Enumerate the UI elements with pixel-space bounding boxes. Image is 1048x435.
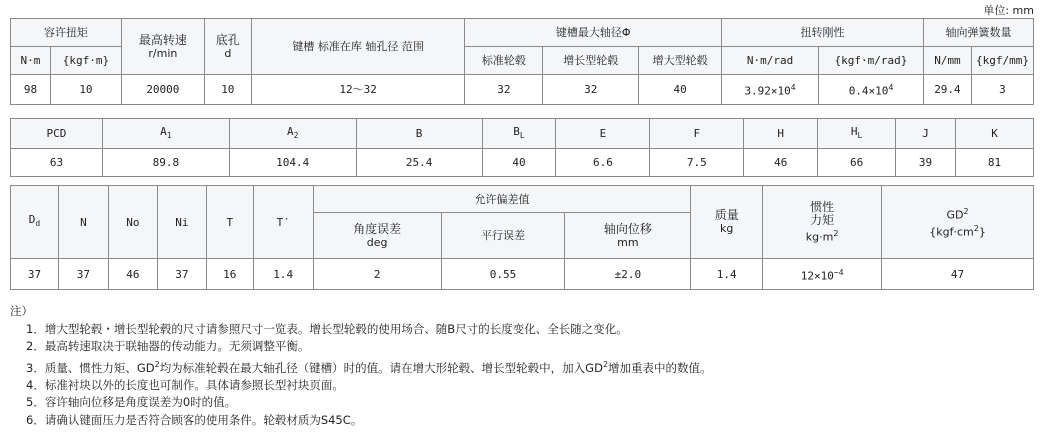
unit-label: 单位: mm bbox=[983, 4, 1034, 17]
inertia-value-base: 12×10 bbox=[800, 269, 834, 283]
dim-value-8: 66 bbox=[818, 149, 896, 177]
dim-header-label: F bbox=[693, 127, 701, 140]
header-angle-error-unit: deg bbox=[366, 235, 388, 249]
cell-stiffness-nm-rad bbox=[722, 75, 819, 105]
dim-header-label: A bbox=[160, 124, 167, 138]
inertia-unit-exponent: 2 bbox=[833, 228, 839, 238]
cell-stiffness-kgfm-rad bbox=[819, 75, 924, 105]
subheader-standard-hub: 标准轮毂 bbox=[465, 47, 543, 75]
subheader-kgf-mm: {kgf/mm} bbox=[971, 47, 1033, 75]
header-dd-base: D bbox=[28, 213, 36, 227]
spec-table-tolerance bbox=[10, 185, 1034, 290]
cell-angle-error: 2 bbox=[313, 259, 441, 290]
cell-spring-n-mm: 29.4 bbox=[923, 75, 971, 105]
header-axial-displacement bbox=[565, 213, 691, 259]
dim-header-8 bbox=[818, 119, 896, 149]
header-max-bore: 键槽最大轴径Φ bbox=[465, 19, 722, 47]
cell-long-hub: 32 bbox=[543, 75, 639, 105]
cell-t-prime: 1.4 bbox=[253, 259, 313, 290]
header-ni: Ni bbox=[157, 186, 206, 259]
header-inertia bbox=[763, 186, 882, 259]
note-3 bbox=[10, 356, 712, 377]
dim-value-9: 39 bbox=[896, 149, 956, 177]
dim-value-6: 7.5 bbox=[650, 149, 744, 177]
dim-header-10 bbox=[956, 119, 1034, 149]
dim-header-7 bbox=[744, 119, 818, 149]
header-torsional-stiffness: 扭转刚性 bbox=[722, 19, 924, 47]
subheader-long-hub: 增长型轮毂 bbox=[543, 47, 639, 75]
cell-keyway-range: 12～32 bbox=[251, 75, 465, 105]
header-gd2 bbox=[882, 186, 1034, 259]
cell-max-speed: 20000 bbox=[121, 75, 204, 105]
subheader-nm-rad: N·m/rad bbox=[722, 47, 819, 75]
header-pilot-bore bbox=[204, 19, 251, 75]
cell-parallel-error: 0.55 bbox=[441, 259, 565, 290]
dim-header-label: J bbox=[922, 127, 929, 140]
cell-gd2: 47 bbox=[882, 259, 1034, 290]
dim-header-1 bbox=[102, 119, 229, 149]
cell-inertia bbox=[763, 259, 882, 290]
cell-pilot-bore: 10 bbox=[204, 75, 251, 105]
dim-header-6 bbox=[650, 119, 744, 149]
dim-header-label: B bbox=[513, 124, 520, 138]
header-angle-error bbox=[313, 213, 441, 259]
header-inertia-unit bbox=[765, 227, 879, 244]
inertia-value-exponent: −4 bbox=[833, 267, 844, 277]
header-t-prime: T′ bbox=[253, 186, 313, 259]
stiffness-nm-exponent: 4 bbox=[790, 83, 796, 93]
dim-value-10: 81 bbox=[956, 149, 1034, 177]
header-mass bbox=[691, 186, 763, 259]
cell-n: 37 bbox=[58, 259, 108, 290]
header-parallel-error: 平行误差 bbox=[441, 213, 565, 259]
header-keyway-range: 键槽 标准在库 轴孔径 范围 bbox=[251, 19, 465, 75]
header-axial-displacement-unit: mm bbox=[617, 235, 639, 249]
note-3-sup2: 2 bbox=[602, 359, 609, 369]
note-3-sup1: 2 bbox=[154, 359, 160, 369]
dim-header-label: K bbox=[991, 127, 998, 140]
cell-standard-hub: 32 bbox=[465, 75, 543, 105]
subheader-nm: N·m bbox=[11, 47, 51, 75]
header-mass-label: 质量 bbox=[714, 208, 739, 222]
gd2-unit-base: {kgf·cm bbox=[929, 225, 974, 239]
gd2-exponent: 2 bbox=[963, 207, 969, 217]
cell-axial-displacement: ±2.0 bbox=[565, 259, 691, 290]
header-dd bbox=[11, 186, 59, 259]
cell-torque-kgfm: 10 bbox=[50, 75, 121, 105]
header-angle-error-label: 角度误差 bbox=[353, 221, 402, 236]
header-pilot-bore-symbol: d bbox=[224, 46, 232, 60]
dim-value-5: 6.6 bbox=[556, 149, 650, 177]
note-3-part3: 增加重表中的数值。 bbox=[608, 360, 712, 375]
dim-header-0 bbox=[11, 119, 103, 149]
header-allowable-torque: 容许扭矩 bbox=[11, 19, 122, 47]
header-no: No bbox=[108, 186, 157, 259]
cell-t: 16 bbox=[206, 259, 253, 290]
header-pilot-bore-label: 底孔 bbox=[215, 32, 240, 47]
note-6: 6．请确认键面压力是否符合顾客的使用条件。轮毂材质为S45C。 bbox=[26, 412, 363, 427]
dim-header-label: PCD bbox=[46, 127, 67, 140]
note-1: 1．增大型轮毂・增长型轮毂的尺寸请参照尺寸一览表。增长型轮毂的使用场合、随B尺寸的长度变化、全长随之变化。 bbox=[26, 321, 628, 336]
gd2-unit-exponent: 2 bbox=[973, 224, 979, 233]
dim-header-subscript: 1 bbox=[166, 131, 172, 141]
header-inertia-label1: 惯性 bbox=[810, 199, 835, 214]
cell-large-hub: 40 bbox=[639, 75, 722, 105]
dim-header-subscript: 2 bbox=[293, 131, 299, 141]
dim-header-label: H bbox=[777, 127, 785, 140]
subheader-kgfm: {kgf·m} bbox=[50, 47, 121, 75]
dim-header-label: A bbox=[286, 124, 294, 138]
header-mass-unit: kg bbox=[720, 222, 734, 235]
cell-torque-nm: 98 bbox=[11, 75, 51, 105]
dim-header-subscript: L bbox=[857, 131, 863, 141]
dim-header-label: E bbox=[599, 127, 607, 140]
header-max-speed-label: 最高转速 bbox=[138, 32, 187, 47]
dim-header-5 bbox=[556, 119, 650, 149]
dim-value-7: 46 bbox=[744, 149, 818, 177]
header-gd2-unit bbox=[884, 222, 1031, 239]
dim-header-9 bbox=[896, 119, 956, 149]
stiffness-kgfm-exponent: 4 bbox=[888, 83, 894, 93]
inertia-unit-base: kg·m bbox=[805, 230, 834, 244]
header-inertia-label2: 力矩 bbox=[810, 212, 835, 227]
header-n: N bbox=[58, 186, 108, 259]
dim-header-subscript: L bbox=[519, 131, 525, 141]
note-4: 4．标准衬块以外的长度也可制作。具体请参照长型衬块页面。 bbox=[26, 377, 344, 392]
note-5: 5．容许轴向位移是角度误差为0时的值。 bbox=[26, 395, 237, 410]
dim-header-label: B bbox=[415, 127, 423, 140]
note-3-part2: 均为标准轮毂在最大轴孔径（键槽）时的值。请在增大形轮毂、增长型轮毂中，加入GD bbox=[159, 360, 603, 375]
cell-spring-kgf-mm: 3 bbox=[971, 75, 1033, 105]
spec-table-dimensions bbox=[10, 118, 1034, 177]
dim-value-0: 63 bbox=[11, 149, 103, 177]
subheader-large-hub: 增大型轮毂 bbox=[639, 47, 722, 75]
header-allowable-tolerance: 允许偏差值 bbox=[313, 186, 691, 213]
header-max-speed-unit: r/min bbox=[148, 46, 178, 60]
notes-section bbox=[10, 303, 712, 429]
dim-value-4: 40 bbox=[482, 149, 556, 177]
header-gd2-label bbox=[884, 205, 1031, 222]
note-2: 2．最高转速取决于联轴器的传动能力。无须调整平衡。 bbox=[26, 339, 310, 353]
subheader-kgfm-rad: {kgf·m/rad} bbox=[819, 47, 924, 75]
gd2-base: GD bbox=[946, 209, 964, 222]
dim-header-label: H bbox=[850, 124, 858, 138]
header-dd-subscript: d bbox=[35, 219, 41, 229]
cell-no: 46 bbox=[108, 259, 157, 290]
cell-ni: 37 bbox=[157, 259, 206, 290]
cell-mass: 1.4 bbox=[691, 259, 763, 290]
cell-dd: 37 bbox=[11, 259, 59, 290]
stiffness-nm-base: 3.92×10 bbox=[744, 84, 791, 98]
header-axial-displacement-label: 轴向位移 bbox=[603, 221, 652, 236]
subheader-n-mm: N/mm bbox=[923, 47, 971, 75]
spec-table-torque bbox=[10, 18, 1034, 105]
dim-value-3: 25.4 bbox=[356, 149, 482, 177]
dim-header-2 bbox=[229, 119, 356, 149]
header-max-speed bbox=[121, 19, 204, 75]
header-axial-spring: 轴向弹簧数量 bbox=[923, 19, 1033, 47]
dim-header-3 bbox=[356, 119, 482, 149]
header-t: T bbox=[206, 186, 253, 259]
gd2-unit-close: } bbox=[978, 225, 986, 239]
dim-value-2: 104.4 bbox=[229, 149, 356, 177]
note-3-part1: 3．质量、惯性力矩、GD bbox=[26, 360, 155, 375]
stiffness-kgfm-base: 0.4×10 bbox=[848, 84, 889, 98]
dim-value-1: 89.8 bbox=[102, 149, 229, 177]
dim-header-4 bbox=[482, 119, 556, 149]
notes-title: 注） bbox=[10, 304, 33, 318]
